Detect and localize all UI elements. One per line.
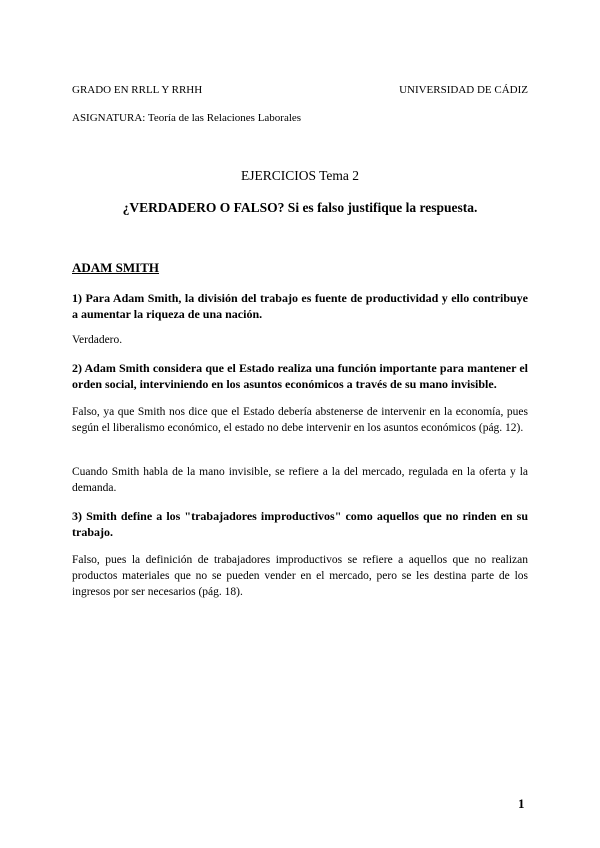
page-number: 1 bbox=[518, 796, 525, 811]
subject-label: ASIGNATURA: bbox=[72, 112, 146, 124]
section-heading: ADAM SMITH bbox=[72, 260, 160, 275]
header-subject bbox=[72, 112, 301, 124]
question-1: 1) Para Adam Smith, la división del trabajo es fuente de productividad y ello contribuye a aumentar la riqueza de una nación. bbox=[72, 291, 528, 321]
page-title: EJERCICIOS Tema 2 bbox=[240, 168, 360, 183]
answer-1: Verdadero. bbox=[72, 334, 123, 346]
subject-name: Teoría de las Relaciones Laborales bbox=[147, 112, 302, 124]
question-3: 3) Smith define a los "trabajadores improductivos" como aquellos que no rinden en su trabajo. bbox=[72, 509, 528, 539]
header-university: UNIVERSIDAD DE CÁDIZ bbox=[399, 84, 528, 96]
header-degree: GRADO EN RRLL Y RRHH bbox=[72, 84, 203, 96]
answer-2a: Falso, ya que Smith nos dice que el Estado debería abstenerse de intervenir en la economía, pues según el liberalismo económico, el estado no debe intervenir en los asuntos económicos (pág. 12). bbox=[72, 406, 528, 434]
answer-3: Falso, pues la definición de trabajadores improductivos se refiere a aquellos que no realizan productos materiales que no se pueden vender en el mercado, pero se les destina parte de los ingresos por ser necesarios (pág. 18). bbox=[72, 554, 528, 598]
page-subtitle: ¿VERDADERO O FALSO? Si es falso justifique la respuesta. bbox=[122, 200, 478, 215]
question-2: 2) Adam Smith considera que el Estado realiza una función importante para mantener el orden social, interviniendo en los asuntos económicos a través de su mano invisible. bbox=[72, 361, 528, 391]
answer-2b: Cuando Smith habla de la mano invisible, se refiere a la del mercado, regulada en la oferta y la demanda. bbox=[72, 466, 528, 494]
